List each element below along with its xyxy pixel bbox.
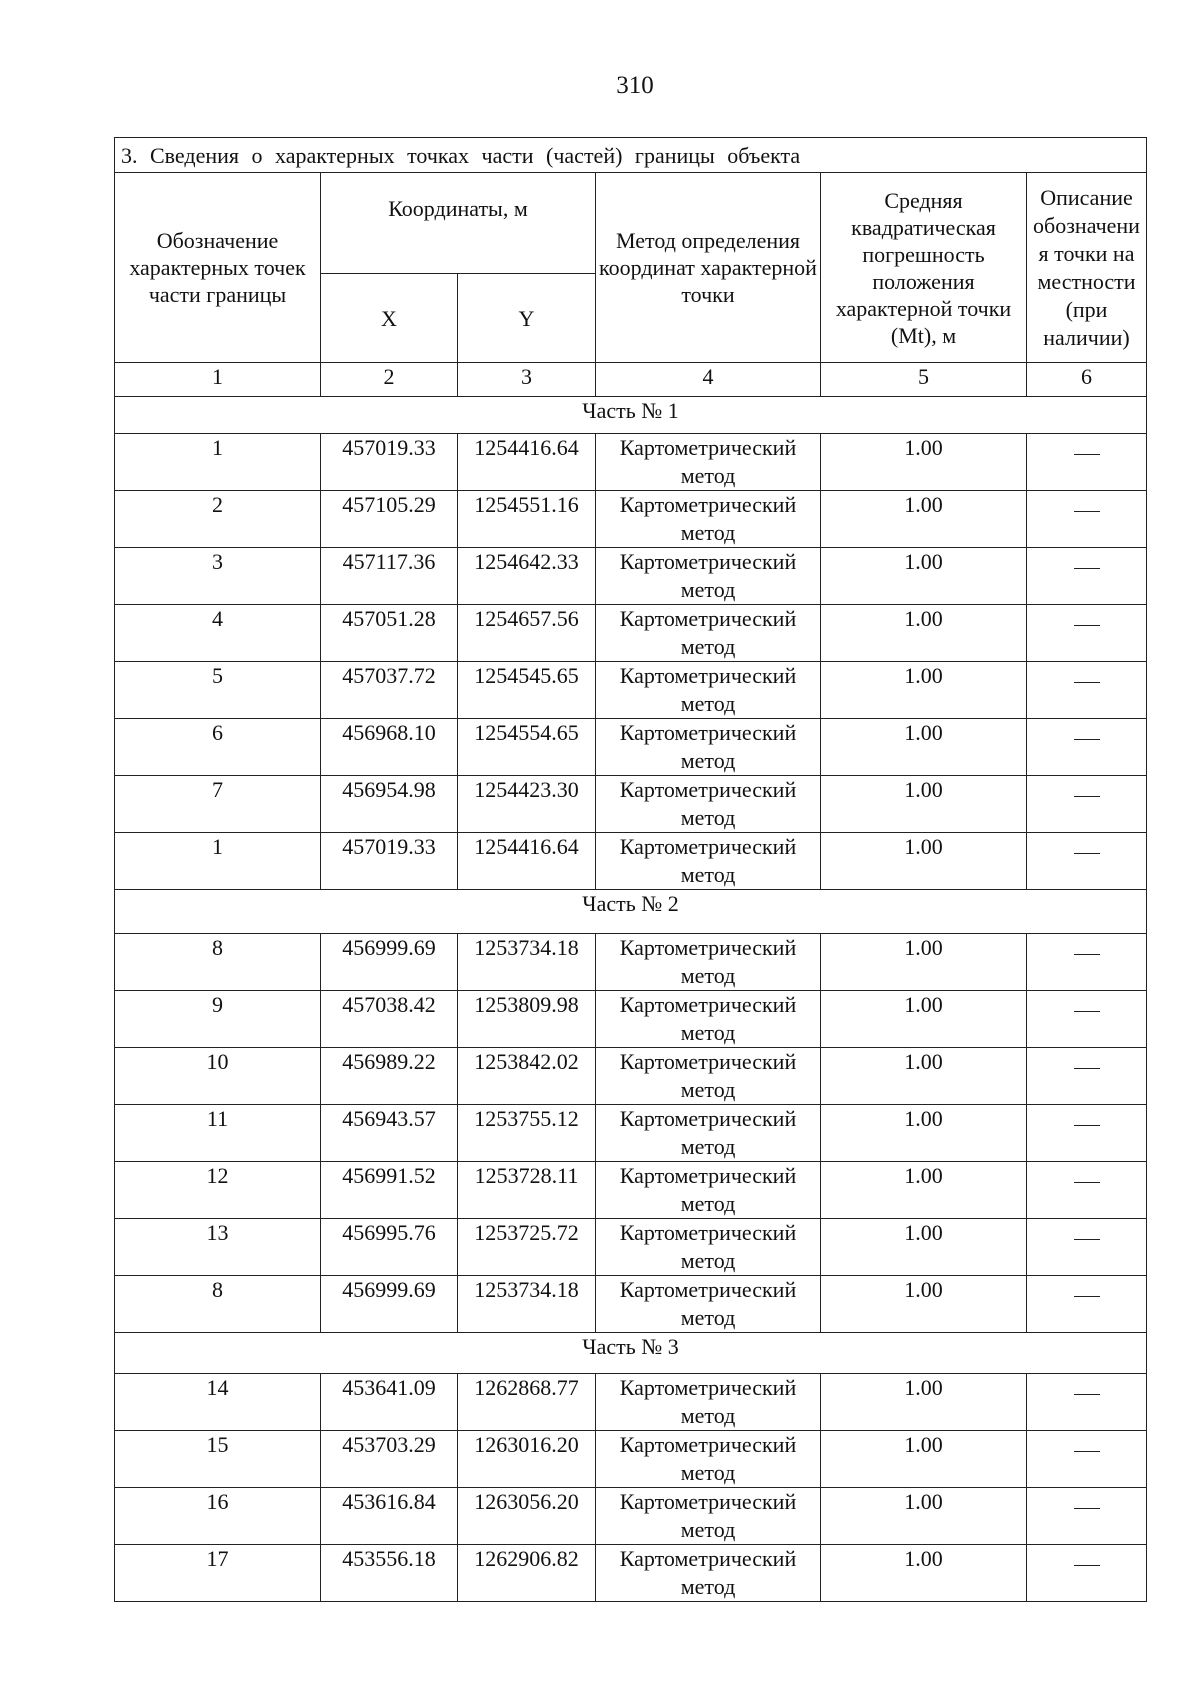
table-row — [115, 1374, 1147, 1431]
point-id-cell: 5 — [115, 662, 321, 719]
mean-error-cell: 1.00 — [821, 1374, 1027, 1431]
description-cell — [1027, 491, 1147, 548]
table-row — [115, 1488, 1147, 1545]
description-cell — [1027, 1545, 1147, 1602]
method-cell — [596, 1374, 821, 1431]
y-coordinate-cell: 1253842.02 — [458, 1048, 596, 1105]
method-text: Картометрический — [619, 720, 797, 745]
dash-mark — [1074, 625, 1100, 626]
method-cell — [596, 776, 821, 833]
point-id-cell: 3 — [115, 548, 321, 605]
x-coordinate-cell: 457038.42 — [321, 991, 458, 1048]
method-text: метод — [680, 1574, 736, 1599]
mean-error-cell: 1.00 — [821, 1105, 1027, 1162]
header-description-line: я точки на — [1038, 240, 1135, 266]
mean-error-cell: 1.00 — [821, 1162, 1027, 1219]
dash-mark — [1074, 739, 1100, 740]
method-text: метод — [680, 634, 736, 659]
point-id-cell: 1 — [115, 434, 321, 491]
dash-mark — [1074, 1182, 1100, 1183]
table-row — [115, 1105, 1147, 1162]
method-text: метод — [680, 1305, 736, 1330]
method-text: метод — [680, 1403, 736, 1428]
method-text: Картометрический — [619, 1489, 797, 1514]
method-cell — [596, 1276, 821, 1333]
y-coordinate-cell: 1253728.11 — [458, 1162, 596, 1219]
dash-mark — [1074, 1565, 1100, 1566]
method-text: метод — [680, 1517, 736, 1542]
dash-mark — [1074, 568, 1100, 569]
dash-mark — [1074, 1068, 1100, 1069]
point-id-cell: 11 — [115, 1105, 321, 1162]
method-text: Картометрический — [619, 663, 797, 688]
dash-mark — [1074, 1451, 1100, 1452]
point-id-cell: 15 — [115, 1431, 321, 1488]
method-cell — [596, 719, 821, 776]
column-number: 5 — [821, 363, 1027, 397]
method-text: Картометрический — [619, 834, 797, 859]
y-coordinate-cell: 1254423.30 — [458, 776, 596, 833]
method-cell — [596, 548, 821, 605]
mean-error-cell: 1.00 — [821, 776, 1027, 833]
y-coordinate-cell: 1253809.98 — [458, 991, 596, 1048]
method-cell — [596, 1431, 821, 1488]
x-coordinate-cell: 456943.57 — [321, 1105, 458, 1162]
y-coordinate-cell: 1254657.56 — [458, 605, 596, 662]
method-cell — [596, 934, 821, 991]
section-title: 3. Сведения о характерных точках части (частей) границы объекта — [115, 138, 1147, 173]
point-id-cell: 17 — [115, 1545, 321, 1602]
point-id-cell: 16 — [115, 1488, 321, 1545]
method-cell — [596, 662, 821, 719]
x-coordinate-cell: 457019.33 — [321, 434, 458, 491]
header-mean-error: Средняя квадратическая погрешность положения характерной точки (Mt), м — [821, 173, 1027, 363]
header-description — [1027, 173, 1147, 363]
dash-mark — [1074, 1394, 1100, 1395]
table-row — [115, 1545, 1147, 1602]
method-text: метод — [680, 748, 736, 773]
method-cell — [596, 1219, 821, 1276]
table-row — [115, 1162, 1147, 1219]
header-description-line: наличии) — [1043, 324, 1130, 350]
dash-mark — [1074, 1508, 1100, 1509]
header-method: Метод определения координат характерной точки — [596, 173, 821, 363]
part-header-row — [115, 397, 1147, 434]
column-number: 6 — [1027, 363, 1147, 397]
description-cell — [1027, 719, 1147, 776]
table-row — [115, 548, 1147, 605]
description-cell — [1027, 1374, 1147, 1431]
table-row — [115, 934, 1147, 991]
part-label: Часть № 3 — [115, 1333, 1147, 1374]
part-header-row — [115, 1333, 1147, 1374]
x-coordinate-cell: 456991.52 — [321, 1162, 458, 1219]
header-description-line: местности — [1037, 268, 1136, 294]
y-coordinate-cell: 1262868.77 — [458, 1374, 596, 1431]
table-row — [115, 605, 1147, 662]
table-row — [115, 662, 1147, 719]
method-text: метод — [680, 1191, 736, 1216]
method-text: Картометрический — [619, 1546, 797, 1571]
table-row — [115, 991, 1147, 1048]
header-x: X — [321, 274, 458, 363]
description-cell — [1027, 934, 1147, 991]
method-cell — [596, 991, 821, 1048]
point-id-cell: 2 — [115, 491, 321, 548]
point-id-cell: 12 — [115, 1162, 321, 1219]
method-cell — [596, 1048, 821, 1105]
method-text: метод — [680, 805, 736, 830]
method-text: Картометрический — [619, 492, 797, 517]
x-coordinate-cell: 456954.98 — [321, 776, 458, 833]
page-number: 310 — [616, 72, 654, 99]
table-row — [115, 833, 1147, 890]
method-text: метод — [680, 1460, 736, 1485]
method-text: Картометрический — [619, 549, 797, 574]
description-cell — [1027, 776, 1147, 833]
x-coordinate-cell: 457105.29 — [321, 491, 458, 548]
dash-mark — [1074, 454, 1100, 455]
point-id-cell: 8 — [115, 1276, 321, 1333]
mean-error-cell: 1.00 — [821, 491, 1027, 548]
method-cell — [596, 1105, 821, 1162]
point-id-cell: 8 — [115, 934, 321, 991]
column-number: 1 — [115, 363, 321, 397]
method-text: Картометрический — [619, 1375, 797, 1400]
point-id-cell: 6 — [115, 719, 321, 776]
method-text: Картометрический — [619, 777, 797, 802]
mean-error-cell: 1.00 — [821, 434, 1027, 491]
mean-error-cell: 1.00 — [821, 605, 1027, 662]
method-text: Картометрический — [619, 935, 797, 960]
dash-mark — [1074, 1239, 1100, 1240]
method-text: метод — [680, 463, 736, 488]
description-cell — [1027, 548, 1147, 605]
part-header-row — [115, 890, 1147, 934]
mean-error-cell: 1.00 — [821, 548, 1027, 605]
mean-error-cell: 1.00 — [821, 1048, 1027, 1105]
x-coordinate-cell: 457037.72 — [321, 662, 458, 719]
method-text: Картометрический — [619, 1432, 797, 1457]
description-cell — [1027, 1048, 1147, 1105]
method-text: Картометрический — [619, 1049, 797, 1074]
table-row — [115, 1276, 1147, 1333]
dash-mark — [1074, 796, 1100, 797]
column-number: 4 — [596, 363, 821, 397]
y-coordinate-cell: 1254416.64 — [458, 434, 596, 491]
mean-error-cell: 1.00 — [821, 662, 1027, 719]
method-text: метод — [680, 862, 736, 887]
table-row — [115, 1048, 1147, 1105]
method-text: метод — [680, 577, 736, 602]
description-cell — [1027, 1162, 1147, 1219]
mean-error-cell: 1.00 — [821, 719, 1027, 776]
mean-error-cell: 1.00 — [821, 1545, 1027, 1602]
dash-mark — [1074, 1125, 1100, 1126]
y-coordinate-cell: 1253725.72 — [458, 1219, 596, 1276]
description-cell — [1027, 833, 1147, 890]
mean-error-cell: 1.00 — [821, 1219, 1027, 1276]
dash-mark — [1074, 1296, 1100, 1297]
x-coordinate-cell: 456999.69 — [321, 934, 458, 991]
y-coordinate-cell: 1254551.16 — [458, 491, 596, 548]
method-text: Картометрический — [619, 606, 797, 631]
method-text: Картометрический — [619, 992, 797, 1017]
table-row — [115, 776, 1147, 833]
description-cell — [1027, 1488, 1147, 1545]
method-text: метод — [680, 1077, 736, 1102]
point-id-cell: 1 — [115, 833, 321, 890]
point-id-cell: 14 — [115, 1374, 321, 1431]
table-row — [115, 719, 1147, 776]
header-description-line: обозначени — [1033, 212, 1140, 238]
header-point-designation: Обозначение характерных точек части границы — [115, 173, 321, 363]
method-text: Картометрический — [619, 1277, 797, 1302]
description-cell — [1027, 991, 1147, 1048]
mean-error-cell: 1.00 — [821, 1488, 1027, 1545]
header-description-line: Описание — [1040, 184, 1133, 210]
column-number-row — [115, 363, 1147, 397]
y-coordinate-cell: 1253734.18 — [458, 934, 596, 991]
description-cell — [1027, 662, 1147, 719]
method-text: метод — [680, 963, 736, 988]
column-number: 2 — [321, 363, 458, 397]
point-id-cell: 13 — [115, 1219, 321, 1276]
method-text: Картометрический — [619, 1163, 797, 1188]
table-row — [115, 434, 1147, 491]
method-text: метод — [680, 691, 736, 716]
y-coordinate-cell: 1263056.20 — [458, 1488, 596, 1545]
x-coordinate-cell: 456989.22 — [321, 1048, 458, 1105]
x-coordinate-cell: 457117.36 — [321, 548, 458, 605]
table-row — [115, 1219, 1147, 1276]
method-cell — [596, 1545, 821, 1602]
method-text: Картометрический — [619, 1106, 797, 1131]
point-id-cell: 10 — [115, 1048, 321, 1105]
dash-mark — [1074, 682, 1100, 683]
mean-error-cell: 1.00 — [821, 1431, 1027, 1488]
x-coordinate-cell: 456968.10 — [321, 719, 458, 776]
y-coordinate-cell: 1253755.12 — [458, 1105, 596, 1162]
description-cell — [1027, 605, 1147, 662]
boundary-points-table — [114, 137, 1147, 1602]
description-cell — [1027, 1276, 1147, 1333]
header-coordinates: Координаты, м — [321, 173, 596, 274]
y-coordinate-cell: 1254545.65 — [458, 662, 596, 719]
dash-mark — [1074, 954, 1100, 955]
y-coordinate-cell: 1262906.82 — [458, 1545, 596, 1602]
dash-mark — [1074, 511, 1100, 512]
mean-error-cell: 1.00 — [821, 934, 1027, 991]
x-coordinate-cell: 457051.28 — [321, 605, 458, 662]
part-label: Часть № 1 — [115, 397, 1147, 434]
point-id-cell: 9 — [115, 991, 321, 1048]
point-id-cell: 7 — [115, 776, 321, 833]
y-coordinate-cell: 1263016.20 — [458, 1431, 596, 1488]
method-cell — [596, 1162, 821, 1219]
description-cell — [1027, 1219, 1147, 1276]
method-cell — [596, 491, 821, 548]
header-description-line: (при — [1065, 296, 1108, 322]
table-row — [115, 491, 1147, 548]
x-coordinate-cell: 457019.33 — [321, 833, 458, 890]
dash-mark — [1074, 853, 1100, 854]
mean-error-cell: 1.00 — [821, 1276, 1027, 1333]
column-number: 3 — [458, 363, 596, 397]
y-coordinate-cell: 1254554.65 — [458, 719, 596, 776]
description-cell — [1027, 1105, 1147, 1162]
method-text: метод — [680, 1248, 736, 1273]
method-text: Картометрический — [619, 435, 797, 460]
table-row — [115, 1431, 1147, 1488]
description-cell — [1027, 1431, 1147, 1488]
y-coordinate-cell: 1254642.33 — [458, 548, 596, 605]
x-coordinate-cell: 453556.18 — [321, 1545, 458, 1602]
y-coordinate-cell: 1253734.18 — [458, 1276, 596, 1333]
mean-error-cell: 1.00 — [821, 833, 1027, 890]
method-text: Картометрический — [619, 1220, 797, 1245]
x-coordinate-cell: 453703.29 — [321, 1431, 458, 1488]
x-coordinate-cell: 456995.76 — [321, 1219, 458, 1276]
part-label: Часть № 2 — [115, 890, 1147, 934]
point-id-cell: 4 — [115, 605, 321, 662]
method-cell — [596, 434, 821, 491]
dash-mark — [1074, 1011, 1100, 1012]
header-y: Y — [458, 274, 596, 363]
method-text: метод — [680, 1020, 736, 1045]
x-coordinate-cell: 456999.69 — [321, 1276, 458, 1333]
description-cell — [1027, 434, 1147, 491]
method-cell — [596, 1488, 821, 1545]
method-cell — [596, 605, 821, 662]
y-coordinate-cell: 1254416.64 — [458, 833, 596, 890]
x-coordinate-cell: 453616.84 — [321, 1488, 458, 1545]
method-text: метод — [680, 520, 736, 545]
method-cell — [596, 833, 821, 890]
x-coordinate-cell: 453641.09 — [321, 1374, 458, 1431]
method-text: метод — [680, 1134, 736, 1159]
mean-error-cell: 1.00 — [821, 991, 1027, 1048]
